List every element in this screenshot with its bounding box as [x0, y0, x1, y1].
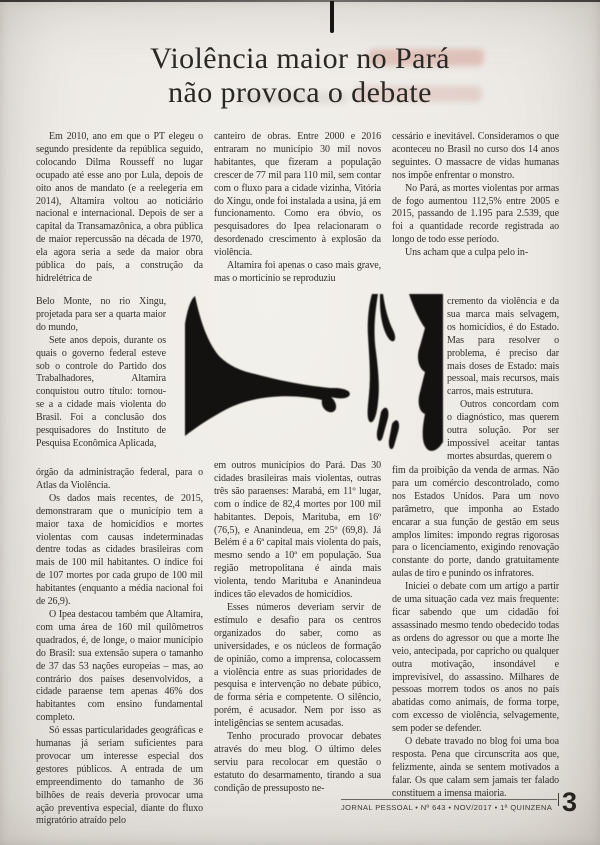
footer-rule [341, 799, 557, 800]
article-paragraph: Em 2010, ano em que o PT elegeu o segundo presidente da república seguido, colocando Dilma Rousseff no lugar ocupado até esse ano por Lula, depois de oito anos de mandato (e a reelegeria em 2014), Altamira voltou ao noticiário nacional e internacional. Depois de ser a capital da Transamazônica, a obra pública de maior repercussão na década de 1970, ela agora seria a sede da maior obra pública do país, a construção da hidrelétrica de [36, 131, 203, 284]
article-headline [0, 42, 600, 110]
headline-line-1: Violência maior no Pará [150, 42, 450, 75]
article-paragraph: Iniciei o debate com um artigo a partir de uma situação cada vez mais frequente: ficar sabendo que um cidadão foi assassinado mesmo tendo obedecido todas as ordens do agressor ou que a morte lhe veio, antecipada, por capricho ou qualquer outra motivação, insondável e imprevisível, do assassino. Milhares de pessoas morrem todos os anos no país abatidas como animais, de forma torpe, com excesso de violência, selvagemente, sem poder se defender. [392, 581, 559, 735]
page-number: 3 [562, 787, 578, 817]
column1-block-bottom [36, 467, 203, 828]
column2-block-top [214, 131, 381, 286]
column1-block-top [36, 131, 203, 286]
scan-artifact-top-edge [0, 0, 600, 2]
article-paragraph: em outros municípios do Pará. Das 30 cidades brasileiras mais violentas, outras três são paraenses: Marabá, em 11º lugar, com o índice de 82,4 mortes por 100 mil habitantes. Depois, Marituba, em 16º (76,5), e Ananindeua, em 25º (69,8). Já Belém é a 6ª capital mais violenta do país, mesmo sendo a 10ª em população. Sua região metropolitana é ainda mais violenta, tendo Marituba e Ananindeua índices tão elevados de homicídios. [214, 460, 381, 601]
article-paragraph: Altamira foi apenas o caso mais grave, mas o morticínio se reproduziu [214, 260, 381, 284]
article-paragraph: cessário e inevitável. Consideramos o que aconteceu no Brasil no curso dos 14 anos seguintes. O massacre de vidas humanas nos impõe enfrentar o monstro. [392, 131, 559, 181]
column1-block-wrapped [36, 296, 166, 451]
article-paragraph: Uns acham que a culpa pelo in- [405, 247, 529, 259]
headline-line-2: não provoca o debate [168, 76, 432, 109]
article-paragraph: Outros concordam com o diagnóstico, mas querem outra solução. Por ser impossível aceitar tantas mortes absurdas, querem o [447, 399, 559, 462]
article-paragraph: No Pará, as mortes violentas por armas de fogo aumentou 112,5% entre 2005 e 2015, passando de 1.195 para 2.539, que foi a quantidade recorde registrada ao longo de todo esse período. [392, 182, 559, 246]
footer-issue-info: JORNAL PESSOAL • Nº 643 • NOV/2017 • 1ª QUINZENA [341, 803, 553, 812]
article-paragraph: Belo Monte, no rio Xingu, projetada para ser a quarta maior do mundo, [36, 296, 166, 333]
footer-tick [558, 793, 559, 806]
column3-block-bottom [392, 465, 559, 801]
article-paragraph: O Ipea destacou também que Altamira, com uma área de 160 mil quilômetros quadrados, é, de longe, o maior município do Brasil: sua extensão supera o tamanho de 37 das 53 nações europeias – mas, ao contrário dos países desenvolvidos, a cidade paraense tem apenas 46% dos habitantes com ensino fundamental completo. [36, 608, 203, 724]
column3-block-top [392, 131, 559, 260]
column2-block-bottom [214, 460, 381, 796]
article-paragraph: Só essas particularidades geográficas e humanas já seriam suficientes para provocar um interesse especial dos gestores públicos. A entrada de um empreendimento do tamanho de 36 bilhões de reais deveria provocar uma ação preventiva especial, diante do fluxo migratório atraído pelo [36, 725, 203, 827]
article-paragraph: Os dados mais recentes, de 2015, demonstraram que o município tem a maior taxa de homicídios e mortes violentas com causas indeterminadas dentre todas as cidades brasileiras com mais de 100 mil habitantes. O índice foi de 107 mortes por cada grupo de 100 mil habitantes (enquanto a média nacional foi de 26,9). [36, 492, 203, 608]
article-paragraph: canteiro de obras. Entre 2000 e 2016 entraram no município 30 mil novos habitantes, que fizeram a população crescer de 77 mil para 110 mil, sem contar com o fluxo para a cidade vizinha, Vitória do Xingu, onde foi instalada a usina, já em funcionamento. Como era óbvio, os pesquisadores do Ipea relacionaram o desordenado crescimento à explosão da violência. [214, 131, 381, 259]
scan-artifact-tick [330, 1, 334, 33]
article-paragraph: O debate travado no blog foi uma boa resposta. Pena que circunscrita aos que, felizmente, ainda se sentem motivados a falar. Os que calam sem jamais ter falado constituem a imensa maioria. [392, 736, 559, 799]
column3-block-wrapped [447, 296, 559, 464]
article-photo-silhouette [185, 294, 443, 460]
article-paragraph: Sete anos depois, durante os quais o governo federal esteve sob o controle do Partido dos Trabalhadores, Altamira conquistou outro título: tornou-se a a cidade mais violenta do Brasil. Foi a conclusão dos pesquisadores do Instituto de Pesquisa Econômica Aplicada, [36, 334, 166, 449]
article-paragraph: cremento da violência e da sua marca mais selvagem, os homicídios, é do Estado. Mas para resolver o problema, é preciso dar mais doses de Estado: mais pessoal, mais recursos, mais carros, mais estrutura. [447, 296, 559, 398]
article-paragraph: Esses números deveriam servir de estímulo e desafio para os centros organizados do saber, como as universidades, e os núcleos de formação de opinião, como a imprensa, colocassem a violência entre as suas prioridades de pesquisa e intervenção no debate púbico, de forma séria e competente. O silêncio, porém, é acusador. Nem por isso as inteligências se sentem acusadas. [214, 601, 381, 730]
article-paragraph: fim da proibição da venda de armas. Não para um comércio descontrolado, como nos Estados Unidos. Para um novo parâmetro, que imponha ao Estado encarar a sua função de gestão em seus amplos limites: impondo regras rigorosas para o licenciamento, exigindo renovação constante do porte, dando gratuitamente aulas de tiro e punindo os infratores. [392, 465, 559, 580]
article-paragraph: órgão da administração federal, para o Atlas da Violência. [36, 467, 203, 491]
article-paragraph: Tenho procurado provocar debates através do meu blog. O último deles serviu para recolocar em questão o estatuto do desarmamento, tirando a sua condição de pressuposto ne- [214, 731, 381, 794]
